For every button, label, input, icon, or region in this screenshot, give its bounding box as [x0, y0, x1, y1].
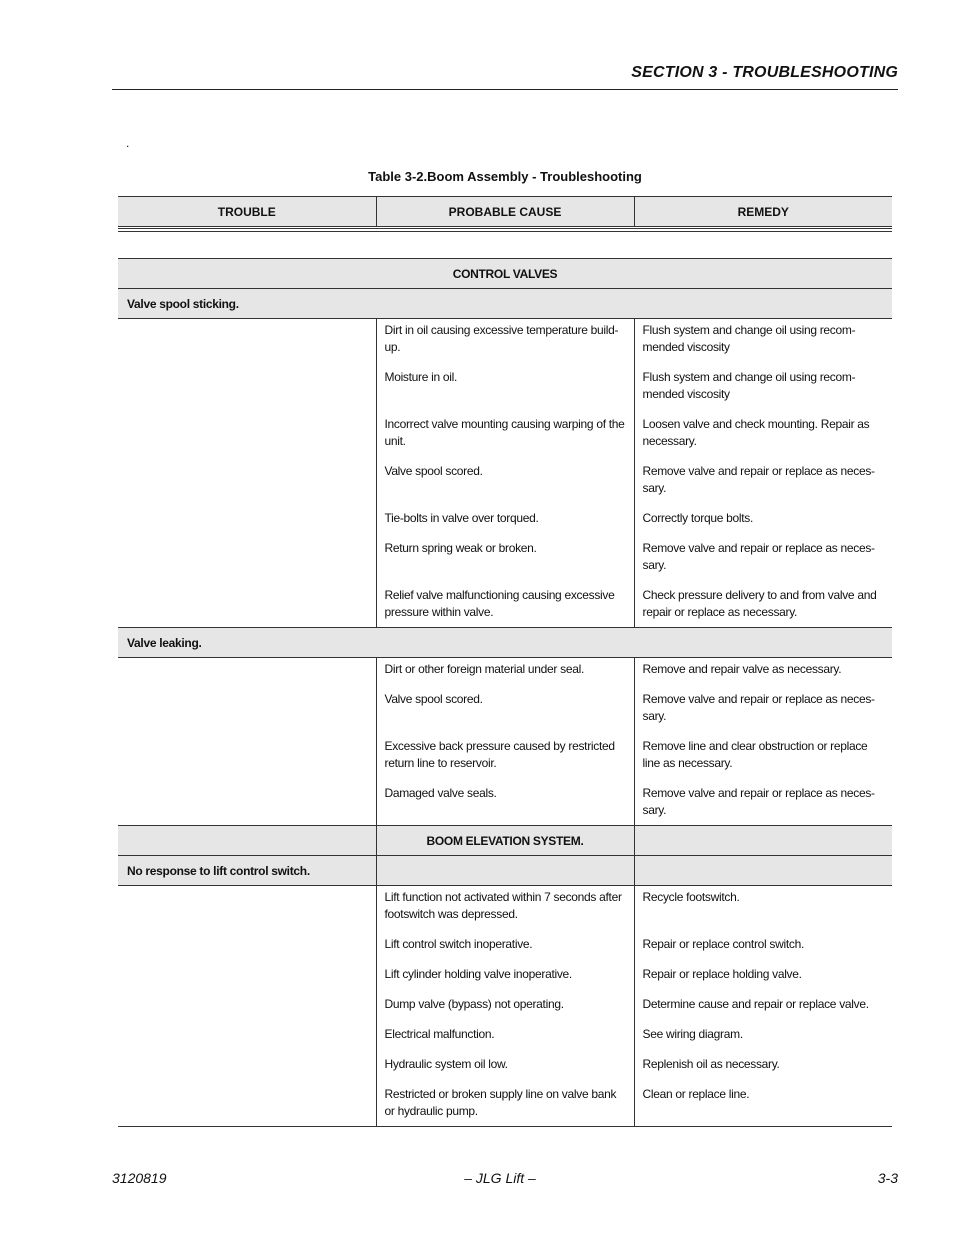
remedy-item: Remove valve and repair or replace as neces-sary.: [642, 541, 875, 572]
table-title: Table 3-2.Boom Assembly - Troubleshooting: [368, 169, 642, 184]
system-label: BOOM ELEVATION SYSTEM.: [376, 826, 634, 856]
footer-brand: – JLG Lift –: [464, 1170, 536, 1186]
trouble-detail-row: [118, 658, 892, 826]
remedy-item: Repair or replace control switch.: [642, 937, 805, 951]
column-header-trouble: TROUBLE: [118, 197, 376, 227]
system-band-boom-elevation: [118, 826, 892, 856]
remedy-item: Recycle footswitch.: [642, 890, 740, 904]
remedy-item: Remove valve and repair or replace as neces-sary.: [642, 464, 875, 495]
troubleshooting-table: [118, 258, 892, 1127]
trouble-detail-row: [118, 319, 892, 628]
doc-number: 3120819: [112, 1170, 167, 1186]
remedy-item: Remove line and clear obstruction or replace line as necessary.: [642, 739, 868, 770]
cause-item: Valve spool scored.: [384, 464, 483, 478]
cause-item: Electrical malfunction.: [384, 1027, 495, 1041]
cause-item: Dirt in oil causing excessive temperature build-up.: [384, 323, 619, 354]
cause-item: Valve spool scored.: [384, 692, 483, 706]
cause-item: Incorrect valve mounting causing warping of the unit.: [384, 417, 625, 448]
cause-item: Dirt or other foreign material under seal.: [384, 662, 584, 676]
trouble-detail-row: [118, 886, 892, 1127]
section-title: SECTION 3 - TROUBLESHOOTING: [631, 64, 898, 81]
cause-list: [376, 886, 634, 1127]
remedy-item: Correctly torque bolts.: [642, 511, 753, 525]
remedy-item: Flush system and change oil using recom-mended viscosity: [642, 370, 856, 401]
system-label: CONTROL VALVES: [118, 259, 892, 289]
remedy-item: Replenish oil as necessary.: [642, 1057, 780, 1071]
trouble-label: No response to lift control switch.: [118, 856, 376, 886]
cause-item: Restricted or broken supply line on valve bank or hydraulic pump.: [384, 1087, 617, 1118]
table-header: [118, 196, 892, 227]
cause-item: Lift control switch inoperative.: [384, 937, 533, 951]
remedy-item: Flush system and change oil using recom-mended viscosity: [642, 323, 856, 354]
system-band-control-valves: [118, 259, 892, 289]
remedy-item: Determine cause and repair or replace valve.: [642, 997, 869, 1011]
remedy-item: Clean or replace line.: [642, 1087, 750, 1101]
column-header-remedy: REMEDY: [634, 197, 892, 227]
cause-item: Moisture in oil.: [384, 370, 458, 384]
header-double-rule: [118, 228, 892, 232]
remedy-item: Check pressure delivery to and from valve and repair or replace as necessary.: [642, 588, 877, 619]
remedy-item: Remove valve and repair or replace as neces-sary.: [642, 692, 875, 723]
stray-mark: .: [126, 136, 130, 150]
remedy-list: [634, 658, 892, 826]
remedy-list: [634, 886, 892, 1127]
remedy-item: Remove valve and repair or replace as neces-sary.: [642, 786, 875, 817]
trouble-label: Valve spool sticking.: [118, 289, 892, 319]
remedy-list: [634, 319, 892, 628]
header-rule: [112, 89, 898, 90]
remedy-item: Loosen valve and check mounting. Repair as necessary.: [642, 417, 870, 448]
cause-item: Relief valve malfunctioning causing excessive pressure within valve.: [384, 588, 615, 619]
cause-list: [376, 658, 634, 826]
trouble-band: [118, 856, 892, 886]
trouble-label: Valve leaking.: [118, 628, 892, 658]
trouble-band: [118, 628, 892, 658]
remedy-item: Repair or replace holding valve.: [642, 967, 802, 981]
cause-item: Hydraulic system oil low.: [384, 1057, 508, 1071]
cause-item: Lift function not activated within 7 seconds after footswitch was depressed.: [384, 890, 622, 921]
cause-list: [376, 319, 634, 628]
cause-item: Return spring weak or broken.: [384, 541, 537, 555]
page-number: 3-3: [877, 1170, 898, 1186]
cause-item: Tie-bolts in valve over torqued.: [384, 511, 539, 525]
cause-item: Lift cylinder holding valve inoperative.: [384, 967, 572, 981]
cause-item: Damaged valve seals.: [384, 786, 497, 800]
cause-item: Dump valve (bypass) not operating.: [384, 997, 564, 1011]
remedy-item: Remove and repair valve as necessary.: [642, 662, 842, 676]
remedy-item: See wiring diagram.: [642, 1027, 743, 1041]
column-header-probable-cause: PROBABLE CAUSE: [376, 197, 634, 227]
trouble-band: [118, 289, 892, 319]
cause-item: Excessive back pressure caused by restricted return line to reservoir.: [384, 739, 615, 770]
